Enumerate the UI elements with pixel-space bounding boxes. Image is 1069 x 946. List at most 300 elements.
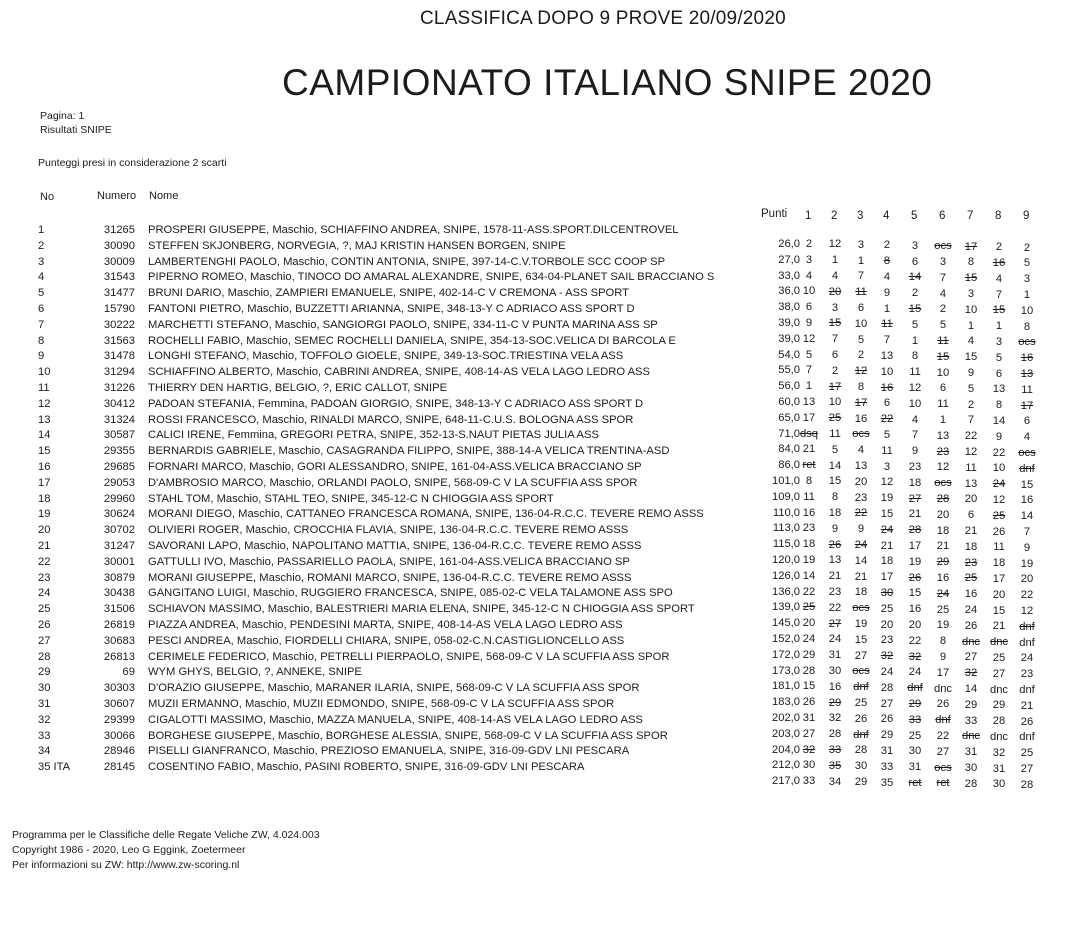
race-score-cell: 7 [805,364,813,377]
race-score-cell: ret [908,776,922,789]
race-score-cell: 7 [857,270,865,283]
points-cell: 115,0 [772,538,800,551]
race-score-cell: 20 [908,618,922,631]
race-score-cell: 16 [828,680,842,693]
race-score-cell: 25 [964,572,978,585]
race-score-cell: 24 [828,633,842,646]
points-cell: 27,0 [778,253,800,266]
race-score-cell: 16 [964,588,978,601]
race-score-cell: ocs [934,477,952,490]
race-score-cell: 24 [992,478,1006,491]
race-score-cell: 27 [992,667,1006,680]
race-score-cell: 18 [936,524,950,537]
crew-name-cell: OLIVIERI ROGER, Maschio, CROCCHIA FLAVIA, SNIPE, 136-04-R.C.C. TEVERE REMO ASSS [148,524,629,537]
race-score-cell: dnf [907,682,923,695]
race-score-cell: 16 [854,412,868,425]
race-score-cell: 13 [1020,367,1034,380]
race-score-cell: 18 [908,476,922,489]
race-score-cell: ocs [852,428,870,441]
points-cell: 26,0 [778,238,800,250]
race-score-cell: 21 [936,540,950,553]
crew-name-cell: PISELLI GIANFRANCO, Maschio, PREZIOSO EMANUELA, SNIPE, 316-09-GDV LNI PESCARA [148,745,630,758]
sail-number-cell: 31506 [103,603,135,616]
rank-cell: 21 [38,540,51,552]
race-score-cell: 24 [1020,652,1034,665]
race-score-cell: 12 [992,493,1006,506]
race-score-cell: 1 [911,334,919,347]
race-score-cell: 20 [936,508,950,521]
race-score-cell: 28 [936,493,950,506]
crew-name-cell: BORGHESE GIUSEPPE, Maschio, BORGHESE ALESSIA, SNIPE, 568-09-C V LA SCUFFIA ASS SPOR [148,729,668,742]
race-header-4: 4 [883,210,890,222]
sail-number-cell: 31265 [103,224,135,236]
race-score-cell: 25 [1020,747,1034,760]
race-score-cell: 21 [908,508,922,521]
race-score-cell: 24 [880,665,894,678]
race-score-cell: 1 [939,414,947,427]
race-score-cell: 27 [802,727,816,740]
race-score-cell: 35 [880,776,894,789]
race-score-cell: 15 [964,351,978,364]
column-header-numero: Numero [97,190,137,202]
race-score-cell: ret [936,777,950,790]
rank-cell: 8 [38,334,45,347]
footer-info: Per informazioni su ZW: http://www.zw-scoring.nl [12,859,240,871]
race-score-cell: 17 [1020,399,1034,412]
race-score-cell: 31 [964,746,978,759]
points-cell: 113,0 [772,522,800,535]
race-score-cell: 6 [1023,415,1031,428]
sail-number-cell: 31563 [103,334,135,347]
race-score-cell: 10 [802,285,816,298]
race-score-cell: 1 [831,254,839,267]
column-header-nome: Nome [149,190,179,202]
race-score-cell: 23 [908,460,922,473]
race-score-cell: 5 [995,351,1003,364]
sail-number-cell: 15790 [103,303,135,315]
crew-name-cell: CIGALOTTI MASSIMO, Maschio, MAZZA MANUELA, SNIPE, 408-14-AS VELA LAGO LEDRO ASS [148,713,643,726]
points-cell: 126,0 [772,569,800,582]
race-score-cell: 14 [1020,510,1034,523]
race-score-cell: 14 [908,271,922,284]
race-score-cell: 13 [992,383,1006,396]
race-score-cell: dnf [1019,731,1035,744]
crew-name-cell: THIERRY DEN HARTIG, BELGIO, ?, ERIC CALLOT, SNIPE [148,382,448,394]
points-cell: 38,0 [778,301,800,314]
race-score-cell: 23 [880,634,894,647]
race-score-cell: 7 [995,288,1003,301]
points-cell: 54,0 [778,348,800,361]
race-score-cell: 10 [1020,304,1034,317]
points-cell: 172,0 [772,648,800,661]
crew-name-cell: D'AMBROSIO MARCO, Maschio, ORLANDI PAOLO, SNIPE, 568-09-C V LA SCUFFIA ASS SPOR [148,476,638,489]
race-score-cell: 30 [992,778,1006,791]
points-cell: 60,0 [778,396,800,408]
sail-number-cell: 29960 [103,492,135,505]
race-score-cell: 15 [828,317,842,330]
race-score-cell: 4 [967,335,975,348]
race-score-cell: 24 [802,633,816,645]
sail-number-cell: 28145 [103,761,135,774]
race-score-cell: 11 [1021,383,1033,396]
table-row [0,761,1069,791]
race-score-cell: 28 [880,681,894,694]
race-score-cell: dsq [799,427,819,440]
race-score-cell: 12 [964,446,978,459]
footer-program: Programma per le Classifiche delle Regate Veliche ZW, 4.024.003 [12,829,320,841]
crew-name-cell: LAMBERTENGHI PAOLO, Maschio, CONTIN ANTONIA, SNIPE, 397-14-C.V.TORBOLE SCC COOP SP [148,255,666,268]
sail-number-cell: 28946 [103,745,135,758]
race-score-cell: 26 [1020,715,1034,728]
race-score-cell: 17 [964,240,978,253]
race-score-cell: 2 [1023,241,1031,254]
race-score-cell: 29 [854,776,868,789]
race-score-cell: 16 [802,506,816,519]
race-score-cell: 23 [936,445,950,458]
race-score-cell: 12 [854,365,868,378]
race-score-cell: 30 [880,586,894,599]
crew-name-cell: CERIMELE FEDERICO, Maschio, PETRELLI PIERPAOLO, SNIPE, 568-09-C V LA SCUFFIA ASS SPOR [148,650,670,663]
race-score-cell: 22 [964,430,978,443]
rank-cell: 2 [38,239,45,252]
sail-number-cell: 26813 [103,650,135,663]
points-cell: 145,0 [772,617,800,630]
rank-cell: 9 [38,350,45,363]
race-score-cell: 24 [854,539,868,552]
race-score-cell: 23 [1020,668,1034,681]
race-score-cell: 8 [967,256,975,269]
race-score-cell: 16 [1020,494,1034,507]
race-score-cell: dnc [933,682,953,695]
race-score-cell: 28 [1020,778,1034,791]
race-score-cell: 9 [911,445,919,458]
race-score-cell: 2 [857,349,865,362]
race-score-cell: 18 [828,507,842,520]
race-score-cell: 5 [939,319,947,332]
points-cell: 202,0 [772,712,800,724]
race-score-cell: 27 [908,492,922,505]
race-score-cell: 27 [828,617,842,630]
race-score-cell: 9 [995,430,1003,443]
points-cell: 120,0 [772,554,800,566]
rank-cell: 19 [38,508,51,521]
points-cell: 136,0 [772,585,800,598]
crew-name-cell: PADOAN STEFANIA, Femmina, PADOAN GIORGIO, SNIPE, 348-13-Y C ADRIACO ASS SPORT D [148,397,644,410]
rank-cell: 16 [38,461,51,473]
race-score-cell: 32 [964,667,978,680]
race-score-cell: 8 [805,475,813,487]
points-cell: 101,0 [772,475,800,487]
race-score-cell: dnc [989,730,1009,743]
race-score-cell: 14 [964,683,978,696]
rank-cell: 23 [38,571,51,584]
race-score-cell: 5 [1023,257,1031,270]
crew-name-cell: GATTULLI IVO, Maschio, PASSARIELLO PAOLA, SNIPE, 161-04-ASS.VELICA BRACCIANO SP [148,555,630,568]
rank-cell: 32 [38,713,51,726]
race-score-cell: 17 [802,411,816,424]
race-score-cell: 8 [1023,320,1031,333]
rank-cell: 14 [38,429,51,442]
race-score-cell: 29 [936,556,950,569]
race-score-cell: 29 [828,696,842,709]
race-score-cell: 10 [880,365,894,378]
race-score-cell: 3 [1023,273,1031,286]
race-score-cell: 25 [908,729,922,742]
race-score-cell: 19 [802,554,816,566]
race-score-cell: 23 [964,556,978,569]
rank-cell: 17 [38,476,51,489]
race-header-1: 1 [805,210,812,222]
race-score-cell: 6 [831,349,839,362]
race-score-cell: 11 [909,366,921,379]
race-score-cell: 12 [936,461,950,474]
race-score-cell: 9 [857,523,865,536]
race-score-cell: 12 [880,476,894,489]
race-score-cell: dnf [935,714,951,727]
race-score-cell: 28 [828,728,842,741]
race-score-cell: 28 [992,715,1006,728]
crew-name-cell: COSENTINO FABIO, Maschio, PASINI ROBERTO, SNIPE, 316-09-GDV LNI PESCARA [148,761,585,774]
race-score-cell: 9 [805,317,813,329]
points-cell: 56,0 [778,380,800,393]
race-score-cell: 27 [880,697,894,710]
points-cell: 86,0 [778,459,800,472]
race-score-cell: 22 [802,585,816,598]
race-score-cell: dnf [1019,462,1035,475]
rank-cell: 33 [38,729,51,742]
race-score-cell: 10 [964,303,978,316]
sail-number-cell: 30702 [103,524,135,537]
sail-number-cell: 29053 [103,476,135,489]
race-score-cell: 23 [802,522,816,535]
race-score-cell: 4 [857,444,865,457]
race-score-cell: 5 [805,348,813,361]
race-score-cell: 4 [911,413,919,426]
race-score-cell: 27 [936,745,950,758]
race-score-cell: 32 [992,746,1006,759]
points-cell: 173,0 [772,664,800,677]
rank-cell: 34 [38,745,51,758]
race-score-cell: 25 [992,651,1006,664]
race-score-cell: 16 [992,256,1006,269]
points-cell: 55,0 [778,364,800,377]
rank-cell: 26 [38,619,51,631]
race-score-cell: 4 [1023,431,1031,444]
race-score-cell: 1 [1023,288,1031,301]
race-score-cell: 6 [939,382,947,395]
race-score-cell: 18 [854,586,868,599]
race-score-cell: 30 [802,759,816,772]
race-score-cell: ocs [852,665,870,678]
race-score-cell: 26 [936,698,950,711]
race-score-cell: 26 [802,696,816,709]
race-score-cell: 28 [802,664,816,677]
race-score-cell: 2 [883,239,891,252]
rank-cell: 18 [38,492,51,505]
rank-cell: 30 [38,682,51,695]
rank-cell: 20 [38,524,51,537]
race-score-cell: 35 [828,759,842,772]
race-score-cell: 21 [802,443,816,456]
race-score-cell: 22 [880,413,894,426]
points-cell: 183,0 [772,696,800,709]
sail-number-cell: 69 [122,666,135,679]
column-header-no: No [40,191,55,203]
race-score-cell: 22 [1020,589,1034,602]
race-score-cell: 24 [880,523,894,536]
sail-number-cell: 30066 [103,729,135,742]
race-score-cell: 11 [829,428,841,441]
race-score-cell: 4 [805,269,813,282]
race-score-cell: 2 [831,364,839,377]
race-header-3: 3 [857,210,864,222]
race-score-cell: 31 [908,761,922,774]
race-score-cell: 4 [831,270,839,283]
rank-cell: 1 [38,224,45,236]
race-score-cell: 17 [936,666,950,679]
points-cell: 212,0 [772,759,800,772]
crew-name-cell: BERNARDIS GABRIELE, Maschio, CASAGRANDA FILIPPO, SNIPE, 388-14-A VELICA TRENTINA-ASD [148,445,670,458]
rank-cell: 3 [38,255,45,268]
race-score-cell: 5 [831,443,839,456]
race-score-cell: 7 [1023,525,1031,538]
race-score-cell: 8 [995,399,1003,412]
crew-name-cell: MARCHETTI STEFANO, Maschio, SANGIORGI PAOLO, SNIPE, 334-11-C V PUNTA MARINA ASS SP [148,318,658,331]
points-cell: 33,0 [778,269,800,282]
race-score-cell: 17 [880,571,894,584]
sail-number-cell: 31247 [103,540,135,552]
championship-title: CAMPIONATO ITALIANO SNIPE 2020 [282,62,933,103]
points-cell: 71,0 [778,427,800,440]
race-header-6: 6 [939,210,946,222]
race-score-cell: 15 [992,304,1006,317]
race-score-cell: 31 [992,762,1006,775]
crew-name-cell: SAVORANI LAPO, Maschio, NAPOLITANO MATTIA, SNIPE, 136-04-R.C.C. TEVERE REMO ASSS [148,540,642,552]
race-score-cell: 13 [854,460,868,473]
race-score-cell: 13 [802,396,816,408]
race-score-cell: 25 [992,509,1006,522]
race-score-cell: 4 [995,272,1003,285]
race-score-cell: 20 [880,618,894,631]
race-score-cell: 13 [964,477,978,490]
race-score-cell: 8 [831,491,839,504]
sail-number-cell: 31294 [103,366,135,379]
race-score-cell: 17 [908,539,922,552]
race-score-cell: 3 [911,239,919,252]
race-score-cell: 25 [828,412,842,425]
race-score-cell: 26 [992,525,1006,538]
points-cell: 139,0 [772,601,800,614]
race-score-cell: 22 [854,507,868,520]
race-score-cell: 24 [936,587,950,600]
race-score-cell: 23 [828,586,842,599]
rank-cell: 25 [38,603,51,616]
crew-name-cell: PROSPERI GIUSEPPE, Maschio, SCHIAFFINO ANDREA, SNIPE, 1578-11-ASS.SPORT.DILCENTROVEL [148,224,679,236]
race-score-cell: ret [802,459,816,472]
race-score-cell: 33 [802,775,816,788]
sail-number-cell: 30624 [103,508,135,521]
race-score-cell: 4 [939,287,947,300]
race-score-cell: 20 [802,617,816,630]
rank-cell: 24 [38,587,51,600]
race-score-cell: dnf [853,728,869,741]
crew-name-cell: ROSSI FRANCESCO, Maschio, RINALDI MARCO, SNIPE, 648-11-C.U.S. BOLOGNA ASS SPOR [148,413,634,426]
discards-note: Punteggi presi in considerazione 2 scarti [38,157,227,169]
race-score-cell: 16 [936,572,950,585]
race-score-cell: 19 [854,618,868,631]
race-score-cell: 12 [908,381,922,394]
race-score-cell: 9 [883,286,891,299]
race-score-cell: 21 [964,525,978,538]
race-score-cell: 22 [936,730,950,743]
race-score-cell: dnc [989,636,1009,649]
race-score-cell: 11 [855,286,867,299]
race-score-cell: 1 [805,380,813,393]
race-score-cell: 7 [939,271,947,284]
race-score-cell: 28 [854,744,868,757]
points-cell: 217,0 [772,775,800,788]
race-score-cell: 3 [831,301,839,314]
race-score-cell: 23 [854,491,868,504]
race-header-2: 2 [831,210,838,222]
race-score-cell: dnc [961,635,981,648]
race-score-cell: 24 [908,666,922,679]
race-score-cell: 25 [936,603,950,616]
rank-cell: 29 [38,666,51,679]
race-score-cell: 14 [854,554,868,567]
crew-name-cell: MUZII ERMANNO, Maschio, MUZII EDMONDO, SNIPE, 568-09-C V LA SCUFFIA ASS SPOR [148,698,615,710]
race-score-cell: 6 [805,301,813,314]
race-score-cell: 19 [936,619,950,632]
points-cell: 39,0 [778,317,800,329]
crew-name-cell: D'ORAZIO GIUSEPPE, Maschio, MARANER ILARIA, SNIPE, 568-09-C V LA SCUFFIA ASS SPOR [148,682,640,695]
race-score-cell: 18 [880,555,894,568]
race-score-cell: dnf [1019,636,1035,649]
race-score-cell: 19 [908,555,922,568]
race-score-cell: 4 [883,270,891,283]
points-cell: 203,0 [772,727,800,740]
race-score-cell: 6 [967,509,975,522]
race-score-cell: 2 [967,398,975,411]
race-score-cell: 29 [992,699,1006,712]
race-score-cell: 18 [992,557,1006,570]
race-score-cell: 2 [805,238,813,250]
race-score-cell: 3 [805,253,813,266]
race-score-cell: 6 [883,397,891,410]
race-score-cell: 2 [995,241,1003,254]
points-cell: 204,0 [772,743,800,756]
crew-name-cell: SCHIAVON MASSIMO, Maschio, BALESTRIERI MARIA ELENA, SNIPE, 345-12-C N CHIOGGIA ASS SPORT [148,603,695,616]
race-score-cell: 26 [880,713,894,726]
race-score-cell: 26 [908,571,922,584]
race-score-cell: 20 [964,493,978,506]
race-score-cell: 17 [828,380,842,393]
race-score-cell: 8 [939,635,947,648]
race-score-cell: 6 [995,367,1003,380]
race-score-cell: 16 [908,603,922,616]
race-score-cell: dnf [853,681,869,694]
race-score-cell: ocs [1018,446,1036,459]
crew-name-cell: MORANI GIUSEPPE, Maschio, ROMANI MARCO, SNIPE, 136-04-R.C.C. TEVERE REMO ASSS [148,571,632,584]
race-score-cell: 10 [854,317,868,330]
race-score-cell: 2 [939,303,947,316]
race-score-cell: 34 [828,775,842,788]
race-score-cell: 1 [967,319,975,332]
race-score-cell: 7 [967,414,975,427]
race-score-cell: 5 [883,428,891,441]
race-score-cell: 33 [828,744,842,757]
race-score-cell: 20 [854,475,868,488]
